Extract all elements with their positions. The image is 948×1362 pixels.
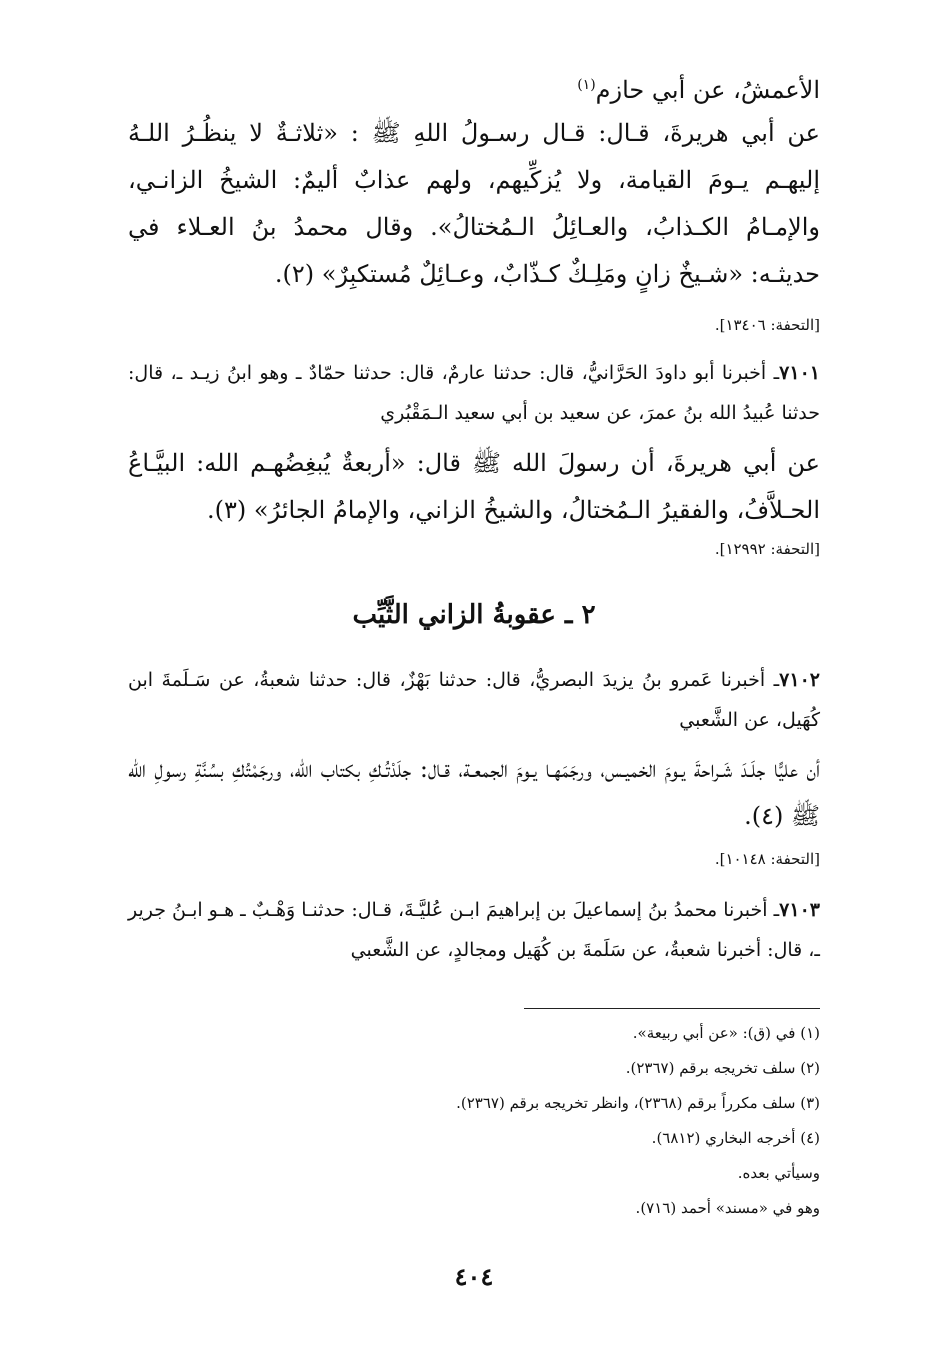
hadith-7101-isnad: [128, 353, 820, 433]
isnad-text: ـ أخبرنا أبو داودَ الحَرَّانيُّ، قال: حدثنا عارمٌ، قال: حدثنا حمّادٌ ـ وهو ابنُ زيـد ـ، قال: حدثنا عُبيدُ الله بنُ عمرَ، عن سعيد بن أبي سعيد الـمَقْبُري: [128, 362, 820, 424]
isnad-text: ـ أخبرنا عَمرو بنُ يزيدَ البصريُّ، قال: حدثنا بَهْزٌ، قال: حدثنا شعبةُ، عن سَـلَمةَ ابن كُهَيل، عن الشَّعبي: [128, 669, 820, 731]
paragraph-continuation: [128, 62, 820, 114]
paragraph-hadith-text: أن عليًّا جلَـدَ شَـراحةَ يـومَ الخميـس، ورجَمَهـا يـومَ الجمعـة، قـال: جلَدْتُـكِ بكتاب الله، ورجَمْتُكِ بسُنَّةِ رسولِ الله ﷺ (٤).: [128, 755, 820, 830]
footnote-divider: [524, 1008, 820, 1009]
text-line: الأعمشُ، عن أبي حازم: [595, 76, 820, 104]
footnote-item: (١) في (ق): «عن أبي ربيعة».: [632, 1024, 820, 1042]
tuhfa-reference: [التحفة: ١٠١٤٨].: [714, 850, 820, 868]
chapter-heading: ٢ ـ عقوبةُ الزاني الثَّيِّب: [352, 600, 596, 630]
footnote-ref: (١): [577, 77, 596, 93]
footnote-item: وهو في «مسند» أحمد (٧١٦).: [635, 1199, 820, 1217]
hadith-7103-isnad: [128, 890, 820, 970]
paragraph-hadith-text: عن أبي هريرةَ، أن رسولَ الله ﷺ قال: «أربعةٌ يُبغِضُهـم الله: البيَّـاعُ الحـلاَّفُ، والفقيرُ الـمُختالُ، والشيخُ الزاني، والإمامُ الجائرُ» (٣).: [128, 449, 820, 524]
footnote-item: وسيأتي بعده.: [737, 1164, 820, 1182]
page-number: ٤٠٤: [454, 1262, 494, 1291]
hadith-number: ٧١٠٣: [779, 899, 820, 921]
paragraph-hadith-text: عن أبي هريرةَ، قـال: قـال رسـولُ اللهِ ﷺ : «ثلاثـةٌ لا ينظُـرُ اللـهُ إليهـم يـومَ القيامة، ولا يُزكِّيهم، ولهم عذابٌ أليمٌ: الشيخُ الزانـي، والإمـامُ الكـذابُ، والعـائِلُ الـمُختالُ». وقال محمدُ بنُ العـلاء في حديثـه: «شـيخٌ زانٍ ومَلِـكٌ كـذّابٌ، وعـائِلٌ مُستكبِرٌ» (٢).: [128, 119, 820, 288]
tuhfa-reference: [التحفة: ١٢٩٩٢].: [714, 540, 820, 558]
footnote-item: (٤) أخرجه البخاري (٦٨١٢).: [651, 1129, 820, 1147]
hadith-number: ٧١٠٢: [779, 669, 820, 691]
hadith-number: ٧١٠١: [779, 362, 820, 384]
footnote-item: (٣) سلف مكرراً برقم (٢٣٦٨)، وانظر تخريجه برقم (٢٣٦٧).: [456, 1094, 820, 1112]
isnad-text: ـ أخبرنا محمدُ بنُ إسماعيلَ بن إبراهيمَ ابـن عُليَّـةَ، قـال: حدثنـا وَهْـبٌ ـ هـو ابـنُ جرير ـ، قال: أخبرنا شعبةُ، عن سَلَمةَ بن كُهَيل ومجالدٍ، عن الشَّعبي: [128, 899, 820, 961]
tuhfa-reference: [التحفة: ١٣٤٠٦].: [714, 316, 820, 334]
hadith-7102-isnad: [128, 660, 820, 740]
footnote-item: (٢) سلف تخريجه برقم (٢٣٦٧).: [625, 1059, 820, 1077]
